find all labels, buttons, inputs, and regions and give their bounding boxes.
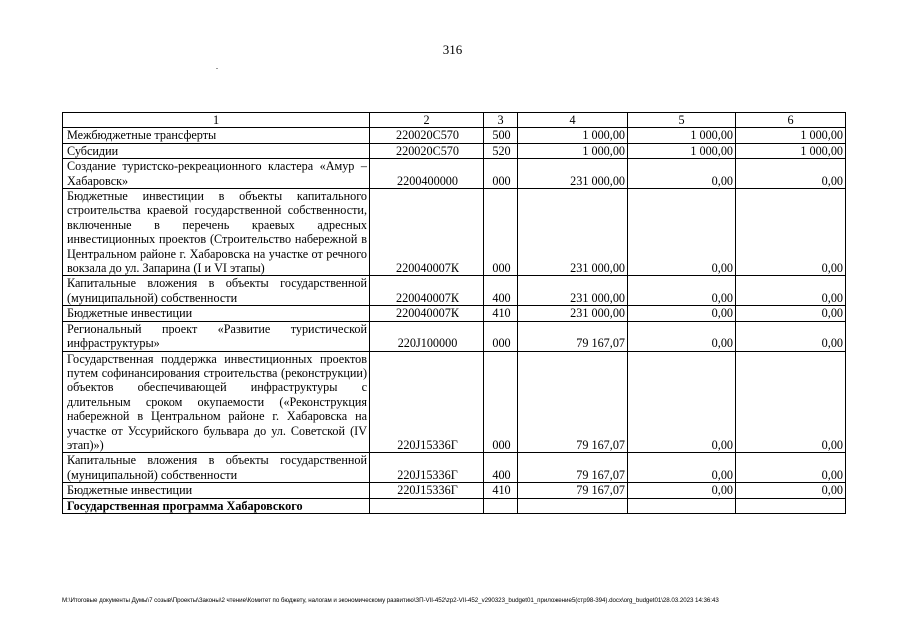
row-value-3: 0,00 <box>736 453 846 483</box>
row-code: 220020С570 <box>370 143 484 158</box>
row-value-2: 0,00 <box>628 351 736 453</box>
row-name: Межбюджетные трансферты <box>63 128 370 143</box>
row-value-1: 1 000,00 <box>518 128 628 143</box>
header-cell: 1 <box>63 113 370 128</box>
row-value-2: 1 000,00 <box>628 128 736 143</box>
table-header-row <box>63 113 846 128</box>
table-row <box>63 189 846 276</box>
table-row <box>63 159 846 189</box>
row-vr: 520 <box>484 143 518 158</box>
row-value-2: 0,00 <box>628 453 736 483</box>
page-number: 316 <box>442 42 463 57</box>
document-footer-path: М:\Итоговые документы Думы\7 созыв\Проекты\Законы\2 чтение\Комитет по бюджету, налогам и экономическому развитию\ЗП-VII-452\zp2-VII-452_v290323_budget01_приложение5(стр98-394).docx\org_budget01\28.03.2023 14:36:43 <box>62 597 719 604</box>
row-value-1: 79 167,07 <box>518 453 628 483</box>
row-name: Создание туристско-рекреационного кластера «Амур – Хабаровск» <box>63 159 370 189</box>
row-code: 220J100000 <box>370 321 484 351</box>
row-vr: 000 <box>484 189 518 276</box>
row-code: 220020С570 <box>370 128 484 143</box>
row-value-3: 0,00 <box>736 321 846 351</box>
row-name: Региональный проект «Развитие туристической инфраструктуры» <box>63 321 370 351</box>
row-value-1: 79 167,07 <box>518 351 628 453</box>
row-code: 220J15336Г <box>370 351 484 453</box>
row-code: 220040007К <box>370 276 484 306</box>
header-cell: 6 <box>736 113 846 128</box>
row-value-1: 79 167,07 <box>518 483 628 498</box>
row-code: 2200400000 <box>370 159 484 189</box>
row-value-2: 0,00 <box>628 189 736 276</box>
row-code: 220040007К <box>370 306 484 321</box>
row-name: Капитальные вложения в объекты государственной (муниципальной) собственности <box>63 453 370 483</box>
row-vr: 000 <box>484 321 518 351</box>
row-code: 220J15336Г <box>370 483 484 498</box>
row-code: 220040007К <box>370 189 484 276</box>
table-row <box>63 498 846 513</box>
table-row <box>63 128 846 143</box>
table-row <box>63 483 846 498</box>
row-value-3: 1 000,00 <box>736 143 846 158</box>
row-vr: 410 <box>484 483 518 498</box>
row-name: Капитальные вложения в объекты государственной (муниципальной) собственности <box>63 276 370 306</box>
row-name: Бюджетные инвестиции <box>63 483 370 498</box>
row-value-1: 231 000,00 <box>518 276 628 306</box>
row-value-1: 79 167,07 <box>518 321 628 351</box>
table-row <box>63 351 846 453</box>
row-value-3: 0,00 <box>736 483 846 498</box>
budget-table <box>62 112 846 514</box>
row-value-1: 231 000,00 <box>518 159 628 189</box>
table-row <box>63 306 846 321</box>
row-vr <box>484 498 518 513</box>
row-name: Государственная программа Хабаровского <box>63 498 370 513</box>
row-value-1: 1 000,00 <box>518 143 628 158</box>
header-cell: 2 <box>370 113 484 128</box>
row-value-2: 0,00 <box>628 321 736 351</box>
row-vr: 000 <box>484 159 518 189</box>
row-vr: 400 <box>484 276 518 306</box>
row-value-3: 0,00 <box>736 306 846 321</box>
row-value-3: 0,00 <box>736 276 846 306</box>
row-code <box>370 498 484 513</box>
header-cell: 5 <box>628 113 736 128</box>
row-value-2: 0,00 <box>628 306 736 321</box>
row-vr: 500 <box>484 128 518 143</box>
row-vr: 400 <box>484 453 518 483</box>
row-value-2: 0,00 <box>628 483 736 498</box>
table-row <box>63 453 846 483</box>
table-row <box>63 321 846 351</box>
row-value-2 <box>628 498 736 513</box>
row-value-2: 1 000,00 <box>628 143 736 158</box>
row-value-1 <box>518 498 628 513</box>
row-value-3: 0,00 <box>736 159 846 189</box>
row-name: Субсидии <box>63 143 370 158</box>
row-value-1: 231 000,00 <box>518 306 628 321</box>
row-name: Государственная поддержка инвестиционных проектов путем софинансирования строительства (реконструкции) объектов обеспечивающей инфраструктуры с длительным сроком окупаемости («Реконструкция набережной в Центральном районе г. Хабаровска на участке от Уссурийского бульвара до ул. Советской (IV этап)») <box>63 351 370 453</box>
table-row <box>63 276 846 306</box>
row-value-3: 0,00 <box>736 189 846 276</box>
row-name: Бюджетные инвестиции <box>63 306 370 321</box>
row-value-2: 0,00 <box>628 159 736 189</box>
row-value-2: 0,00 <box>628 276 736 306</box>
row-code: 220J15336Г <box>370 453 484 483</box>
row-name: Бюджетные инвестиции в объекты капитального строительства краевой государственной собственности, включенные в перечень краевых адресных инвестиционных проектов (Строительство набережной в Центральном районе г. Хабаровска на участке от речного вокзала до ул. Запарина (I и VI этапы) <box>63 189 370 276</box>
row-vr: 410 <box>484 306 518 321</box>
row-value-3: 1 000,00 <box>736 128 846 143</box>
header-cell: 3 <box>484 113 518 128</box>
row-value-3 <box>736 498 846 513</box>
scan-speck <box>216 68 218 69</box>
row-vr: 000 <box>484 351 518 453</box>
row-value-1: 231 000,00 <box>518 189 628 276</box>
row-value-3: 0,00 <box>736 351 846 453</box>
header-cell: 4 <box>518 113 628 128</box>
table-row <box>63 143 846 158</box>
